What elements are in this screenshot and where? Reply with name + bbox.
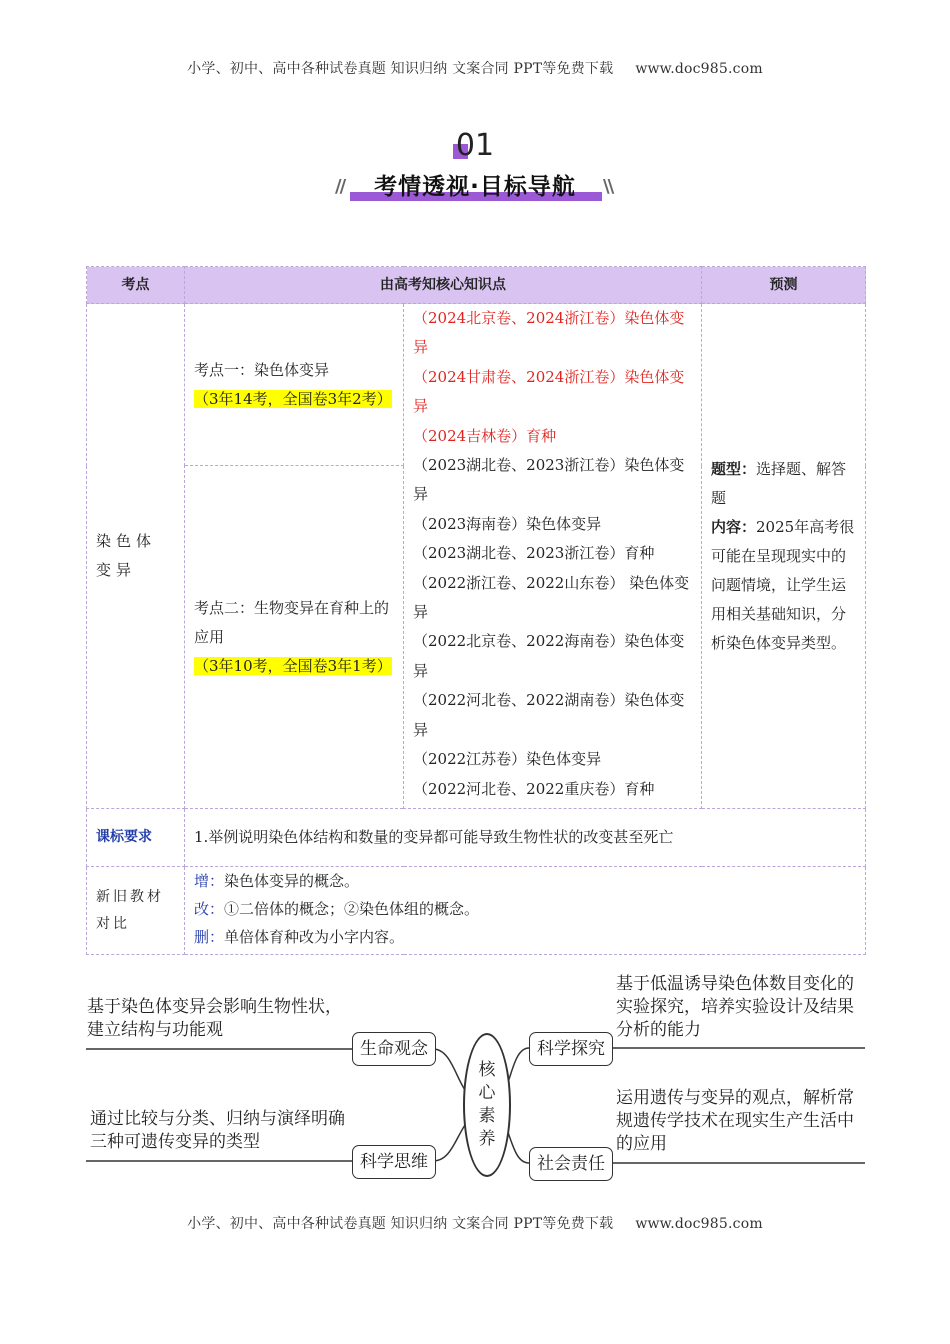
section-number-text: 01 <box>455 128 495 163</box>
slash-decor-left: // <box>335 176 345 197</box>
competency-label-social: 社会责任 <box>529 1147 613 1181</box>
exam-item: （2023湖北卷、2023浙江卷）染色体变异 <box>413 456 685 504</box>
forecast-content-value: 2025年高考很可能在呈现现实中的问题情境，让学生运用相关基础知识，分析染色体变异类型。 <box>711 517 855 652</box>
point-one-stat: （3年14考，全国卷3年2考） <box>194 389 392 408</box>
header-knowledge: 由高考知核心知识点 <box>185 267 702 304</box>
competency-label-inquiry: 科学探究 <box>529 1032 613 1066</box>
exam-item: （2022浙江卷、2022山东卷） 染色体变异 <box>413 573 690 622</box>
exam-item: （2022江苏卷）染色体变异 <box>413 750 602 769</box>
point-two-title: 考点二：生物变异在育种上的应用 <box>194 598 390 646</box>
header-url[interactable]: www.doc985.com <box>635 61 763 77</box>
topic-cell: 染色体变异 <box>87 304 185 809</box>
page-footer <box>0 1213 950 1233</box>
slash-decor-right: \\ <box>603 176 613 197</box>
competency-text-life: 基于染色体变异会影响生物性状，建立结构与功能观 <box>87 997 342 1040</box>
header-topic: 考点 <box>87 267 185 304</box>
competency-text-inquiry: 基于低温诱导染色体数目变化的实验探究，培养实验设计及结果分析的能力 <box>616 974 854 1040</box>
exam-item: （2022河北卷、2022湖南卷）染色体变异 <box>413 691 685 739</box>
competency-text-thinking: 通过比较与分类、归纳与演绎明确三种可遗传变异的类型 <box>90 1109 345 1152</box>
forecast-type-value: 选择题、解答题 <box>711 459 847 507</box>
exam-item: （2023海南卷）染色体变异 <box>413 514 602 533</box>
comparison-tag: 删： <box>194 928 225 946</box>
exam-item: （2022北京卷、2022海南卷）染色体变异 <box>413 632 685 680</box>
comparison-tag: 增： <box>194 872 225 890</box>
header-forecast: 预测 <box>702 267 866 304</box>
section-title-text: 考情透视·目标导航 <box>374 174 576 200</box>
core-char: 素 <box>478 1106 496 1126</box>
exam-item-red: （2024北京卷、2024浙江卷）染色体变异 <box>413 309 685 357</box>
core-char: 核 <box>478 1060 496 1080</box>
exam-item-red: （2024甘肃卷、2024浙江卷）染色体变异 <box>413 367 685 416</box>
requirement-text: 1.举例说明染色体结构和数量的变异都可能导致生物性状的改变甚至死亡 <box>185 809 866 867</box>
exam-item: （2023湖北卷、2023浙江卷）育种 <box>413 544 655 563</box>
comparison-text: 单倍体育种改为小字内容。 <box>224 928 405 946</box>
point-one-title: 考点一：染色体变异 <box>194 360 330 379</box>
competency-label-life: 生命观念 <box>352 1032 436 1066</box>
footer-url[interactable]: www.doc985.com <box>635 1216 763 1232</box>
core-competency-center <box>463 1033 511 1177</box>
header-text: 小学、初中、高中各种试卷真题 知识归纳 文案合同 PPT等免费下载 <box>187 61 614 77</box>
comparison-tag: 改： <box>194 900 225 918</box>
comparison-text: 染色体变异的概念。 <box>224 872 360 890</box>
competency-text-social: 运用遗传与变异的观点，解析常规遗传学技术在现实生产生活中的应用 <box>616 1088 854 1154</box>
core-char: 心 <box>478 1083 496 1103</box>
comparison-label: 新旧教材对比 <box>87 867 185 955</box>
competency-label-thinking: 科学思维 <box>352 1145 436 1179</box>
footer-text: 小学、初中、高中各种试卷真题 知识归纳 文案合同 PPT等免费下载 <box>187 1216 614 1232</box>
exam-item: （2022河北卷、2022重庆卷）育种 <box>413 779 655 798</box>
point-two-stat: （3年10考，全国卷3年1考） <box>194 656 392 675</box>
core-char: 养 <box>478 1129 496 1149</box>
forecast-type-label: 题型： <box>711 459 757 478</box>
comparison-text: ①二倍体的概念；②染色体组的概念。 <box>224 900 480 918</box>
exam-item-red: （2024吉林卷）育种 <box>413 426 557 445</box>
requirement-label: 课标要求 <box>87 809 185 867</box>
forecast-content-label: 内容： <box>711 517 757 536</box>
